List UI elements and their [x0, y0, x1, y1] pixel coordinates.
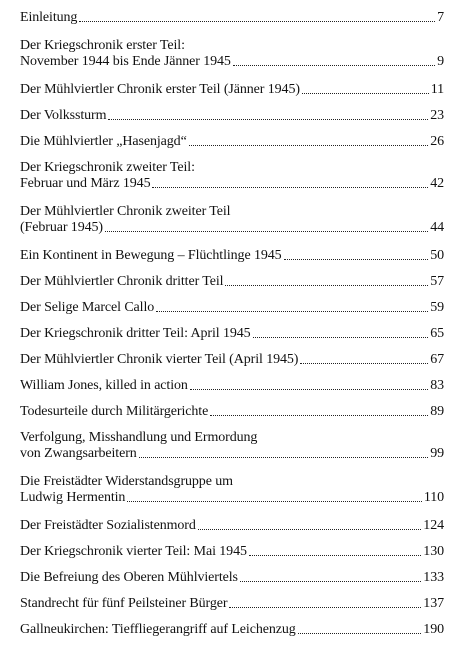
- page-number: 89: [430, 404, 444, 419]
- page-number: 11: [430, 82, 444, 97]
- toc-entry-line: [20, 490, 444, 506]
- toc-entry-title: Der Mühlviertler Chronik erster Teil (Jänner 1945): [20, 82, 300, 97]
- toc-entry-line: [20, 38, 444, 54]
- page-number: 83: [430, 378, 444, 393]
- dot-leader: [189, 144, 428, 146]
- toc-entry-title: Der Kriegschronik vierter Teil: Mai 1945: [20, 544, 247, 559]
- dot-leader: [105, 230, 428, 232]
- toc-entry-line: [20, 518, 444, 534]
- dot-leader: [198, 528, 422, 530]
- toc-entry: [20, 378, 444, 394]
- toc-entry-line: [20, 544, 444, 560]
- toc-entry-title: Der Mühlviertler Chronik dritter Teil: [20, 274, 224, 289]
- page-number: 57: [430, 274, 444, 289]
- toc-entry-line: [20, 300, 444, 316]
- toc-entry-title: Der Kriegschronik erster Teil:: [20, 38, 185, 53]
- page-number: 44: [430, 220, 444, 235]
- toc-entry-line: [20, 622, 444, 638]
- toc-entry-title: Der Kriegschronik zweiter Teil:: [20, 160, 195, 175]
- page-number: 137: [423, 596, 444, 611]
- toc-entry-title: Der Mühlviertler Chronik zweiter Teil: [20, 204, 231, 219]
- toc-entry-title: Ludwig Hermentin: [20, 490, 126, 505]
- toc-entry-line: [20, 326, 444, 342]
- toc-entry-line: [20, 446, 444, 462]
- toc-entry-line: [20, 248, 444, 264]
- page-number: 50: [430, 248, 444, 263]
- toc-entry: [20, 430, 444, 462]
- toc-entry-line: [20, 474, 444, 490]
- toc-entry-line: [20, 54, 444, 70]
- toc-entry-line: [20, 108, 444, 124]
- dot-leader: [190, 388, 428, 390]
- dot-leader: [284, 258, 429, 260]
- toc-entry-title: (Februar 1945): [20, 220, 103, 235]
- toc-entry-title: Die Freistädter Widerstandsgruppe um: [20, 474, 233, 489]
- dot-leader: [108, 118, 428, 120]
- toc-entry: [20, 544, 444, 560]
- page-number: 133: [423, 570, 444, 585]
- toc-entry: [20, 300, 444, 316]
- toc-entry-title: Der Selige Marcel Callo: [20, 300, 155, 315]
- toc-entry: [20, 596, 444, 612]
- dot-leader: [156, 310, 428, 312]
- toc-entry: [20, 326, 444, 342]
- toc-entry-title: Februar und März 1945: [20, 176, 151, 191]
- dot-leader: [302, 92, 429, 94]
- toc-entry-title: November 1944 bis Ende Jänner 1945: [20, 54, 231, 69]
- toc-entry-line: [20, 378, 444, 394]
- toc-entry: [20, 134, 444, 150]
- toc-entry-line: [20, 176, 444, 192]
- dot-leader: [240, 580, 421, 582]
- toc-entry: [20, 160, 444, 192]
- toc-entry-line: [20, 220, 444, 236]
- toc-entry-line: [20, 82, 444, 98]
- toc-entry-line: [20, 274, 444, 290]
- toc-entry-title: Der Kriegschronik dritter Teil: April 1945: [20, 326, 251, 341]
- dot-leader: [253, 336, 429, 338]
- dot-leader: [152, 186, 428, 188]
- page-number: 110: [423, 490, 444, 505]
- toc-entry: [20, 108, 444, 124]
- dot-leader: [225, 284, 428, 286]
- toc-entry-title: Gallneukirchen: Tieffliegerangriff auf Leichenzug: [20, 622, 296, 637]
- toc-entry-line: [20, 204, 444, 220]
- toc-entry: [20, 38, 444, 70]
- page-number: 9: [437, 54, 444, 69]
- page-number: 23: [430, 108, 444, 123]
- dot-leader: [127, 500, 421, 502]
- dot-leader: [298, 632, 422, 634]
- page-number: 26: [430, 134, 444, 149]
- toc-entry-title: von Zwangsarbeitern: [20, 446, 137, 461]
- toc-entry: [20, 474, 444, 506]
- toc-entry-line: [20, 404, 444, 420]
- dot-leader: [229, 606, 421, 608]
- page-number: 59: [430, 300, 444, 315]
- toc-entry: [20, 622, 444, 638]
- dot-leader: [233, 64, 435, 66]
- toc-entry-line: [20, 10, 444, 26]
- toc-entry-title: William Jones, killed in action: [20, 378, 188, 393]
- toc-entry-title: Standrecht für fünf Peilsteiner Bürger: [20, 596, 228, 611]
- page-number: 7: [437, 10, 444, 25]
- toc-entry: [20, 82, 444, 98]
- dot-leader: [300, 362, 428, 364]
- toc-entry: [20, 570, 444, 586]
- toc-entry-line: [20, 134, 444, 150]
- toc-entry-title: Todesurteile durch Militärgerichte: [20, 404, 209, 419]
- page-number: 42: [430, 176, 444, 191]
- page-number: 99: [430, 446, 444, 461]
- dot-leader: [79, 20, 435, 22]
- toc-entry: [20, 274, 444, 290]
- dot-leader: [249, 554, 421, 556]
- toc-entry: [20, 10, 444, 26]
- page-number: 190: [423, 622, 444, 637]
- toc-entry-line: [20, 352, 444, 368]
- toc-entry-title: Der Volkssturm: [20, 108, 107, 123]
- page-number: 124: [423, 518, 444, 533]
- toc-entry-title: Ein Kontinent in Bewegung – Flüchtlinge 1945: [20, 248, 282, 263]
- toc-entry: [20, 204, 444, 236]
- toc-entry-title: Der Mühlviertler Chronik vierter Teil (April 1945): [20, 352, 299, 367]
- toc-entry-title: Verfolgung, Misshandlung und Ermordung: [20, 430, 258, 445]
- toc-entry: [20, 518, 444, 534]
- toc-entry-title: Der Freistädter Sozialistenmord: [20, 518, 196, 533]
- toc-entry-line: [20, 596, 444, 612]
- dot-leader: [210, 414, 428, 416]
- page-number: 65: [430, 326, 444, 341]
- toc-entry: [20, 404, 444, 420]
- toc-entry-line: [20, 570, 444, 586]
- toc-entry: [20, 352, 444, 368]
- toc-entry-line: [20, 160, 444, 176]
- dot-leader: [139, 456, 429, 458]
- page-number: 130: [423, 544, 444, 559]
- toc-entry-line: [20, 430, 444, 446]
- toc-entry-title: Die Mühlviertler „Hasenjagd“: [20, 134, 187, 149]
- toc-entry-title: Einleitung: [20, 10, 78, 25]
- toc-entry: [20, 248, 444, 264]
- toc-entry-title: Die Befreiung des Oberen Mühlviertels: [20, 570, 238, 585]
- page-number: 67: [430, 352, 444, 367]
